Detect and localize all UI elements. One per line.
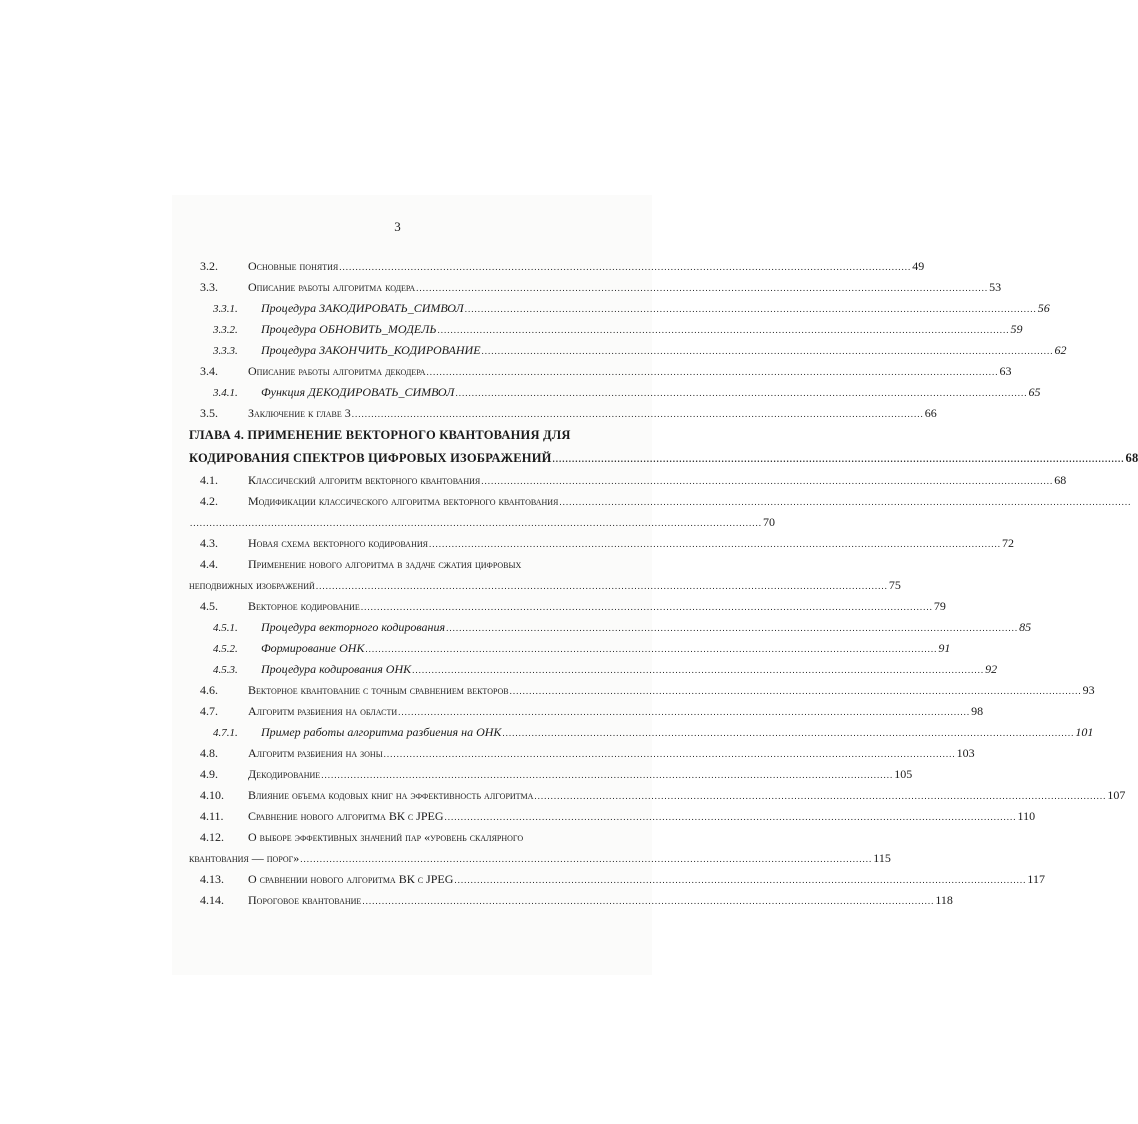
toc-entry-4-11[interactable] [189,806,1036,827]
leader-dots [446,618,1018,639]
toc-page: 98 [971,704,984,718]
leader-dots [300,849,872,870]
toc-number: 4.1. [200,473,218,487]
toc-number: 4.11. [200,809,224,823]
toc-number: 4.2. [200,494,218,508]
leader-dots [362,891,934,912]
leader-dots [437,320,1009,341]
toc-entry-3-3-2[interactable] [189,319,1023,340]
toc-entry-4-13[interactable] [189,869,1045,890]
toc-page: 103 [956,746,975,760]
toc-title: Векторное квантование с точным сравнением векторов [248,683,509,697]
toc-entry-3-4[interactable] [189,361,1012,382]
leader-dots [429,534,1001,555]
leader-dots [361,597,933,618]
toc-entry-4-8[interactable] [189,743,975,764]
toc-title: Описание работы алгоритма кодера [248,280,416,294]
toc-page: 91 [938,641,951,655]
toc-number: 4.4. [200,557,218,571]
chapter-title-cont: КОДИРОВАНИЯ СПЕКТРОВ ЦИФРОВЫХ ИЗОБРАЖЕНИЙ [189,451,552,465]
toc-title: Алгоритм разбиения на области [248,704,398,718]
toc-entry-4-5-3[interactable] [189,659,998,680]
toc-page: 63 [999,364,1012,378]
toc-entry-4-4-cont[interactable] [189,575,901,596]
toc-number: 3.3. [200,280,218,294]
toc-title: Применение нового алгоритма в задаче сжатия цифровых [248,557,522,571]
toc-entry-3-3-3[interactable] [189,340,1067,361]
toc-entry-3-2[interactable] [189,256,925,277]
leader-dots [455,383,1027,404]
toc-page: 105 [894,767,913,781]
toc-title: О выборе эффективных значений пар «уровень скалярного [248,830,524,844]
toc-entry-4-7-1[interactable] [189,722,1094,743]
toc-page: 49 [912,259,925,273]
toc-page: 85 [1019,620,1032,634]
leader-dots [482,341,1054,362]
leader-dots [339,257,911,278]
toc-page: 92 [985,662,998,676]
toc-title: Функция ДЕКОДИРОВАТЬ_СИМВОЛ [261,385,455,399]
toc-entry-4-4[interactable] [189,554,628,575]
toc-title-cont: неподвижных изображений [189,578,315,592]
toc-title: Влияние объема кодовых книг на эффективность алгоритма [248,788,534,802]
leader-dots [534,786,1106,807]
leader-dots [553,448,1125,471]
toc-number: 4.14. [200,893,224,907]
toc-title: Алгоритм разбиения на зоны [248,746,383,760]
leader-dots [465,299,1037,320]
toc-page: 53 [989,280,1002,294]
toc-title: Процедура векторного кодирования [261,620,446,634]
toc-page: 65 [1028,385,1041,399]
toc-entry-4-5[interactable] [189,596,946,617]
toc-entry-4-12[interactable] [189,827,628,848]
toc-page: 68 [1125,451,1138,465]
toc-page: 56 [1037,301,1050,315]
leader-dots [454,870,1026,891]
toc-page: 101 [1075,725,1094,739]
toc-page: 107 [1107,788,1126,802]
toc-entry-4-6[interactable] [189,680,1095,701]
toc-entry-3-3-1[interactable] [189,298,1050,319]
toc-title: О сравнении нового алгоритма ВК с JPEG [248,872,454,886]
toc-number: 4.5.2. [213,643,238,655]
chapter-4-heading-line1[interactable] [189,424,628,447]
toc-number: 4.12. [200,830,224,844]
toc-page: 115 [873,851,891,865]
leader-dots [559,492,1131,513]
toc-page: 70 [763,515,775,529]
toc-number: 4.7. [200,704,218,718]
leader-dots [416,278,988,299]
toc-number: 4.5.3. [213,664,238,676]
leader-dots [365,639,937,660]
toc-number: 4.5. [200,599,218,613]
leader-dots [412,660,984,681]
toc-page: 59 [1010,322,1023,336]
toc-title: Сравнение нового алгоритма ВК с JPEG [248,809,444,823]
leader-dots [384,744,956,765]
toc-page: 62 [1054,343,1067,357]
toc-title: Новая схема векторного кодирования [248,536,428,550]
toc-number: 4.7.1. [213,727,238,739]
leader-dots [321,765,893,786]
toc-title: Основные понятия [248,259,339,273]
toc-number: 4.5.1. [213,622,238,634]
toc-title: Векторное кодирование [248,599,360,613]
toc-entry-4-1[interactable] [189,470,1067,491]
toc-entry-4-2[interactable] [189,491,628,512]
chapter-title: ГЛАВА 4. ПРИМЕНЕНИЕ ВЕКТОРНОГО КВАНТОВАНИЯ ДЛЯ [189,428,571,442]
toc-page: 110 [1017,809,1036,823]
toc-title: Пороговое квантование [248,893,362,907]
table-of-contents [189,256,1138,911]
toc-title: Описание работы алгоритма декодера [248,364,426,378]
toc-number: 3.4. [200,364,218,378]
leader-dots [481,471,1053,492]
leader-dots [352,404,924,425]
toc-title: Процедура ЗАКОНЧИТЬ_КОДИРОВАНИЕ [261,343,481,357]
toc-number: 4.13. [200,872,224,886]
toc-title: Процедура ЗАКОДИРОВАТЬ_СИМВОЛ [261,301,464,315]
leader-dots [510,681,1082,702]
toc-page: 66 [924,406,937,420]
toc-title: Процедура ОБНОВИТЬ_МОДЕЛЬ [261,322,437,336]
toc-entry-4-12-cont[interactable] [189,848,891,869]
toc-entry-4-2-cont[interactable] [189,512,775,533]
toc-entry-4-5-2[interactable] [189,638,951,659]
toc-entry-4-14[interactable] [189,890,953,911]
toc-page: 79 [933,599,946,613]
toc-title: Классический алгоритм векторного квантования [248,473,481,487]
toc-page: 117 [1027,872,1045,886]
page-number: 3 [394,219,401,234]
toc-entry-4-5-1[interactable] [189,617,1032,638]
leader-dots [190,513,762,534]
toc-entry-4-7[interactable] [189,701,984,722]
toc-page: 75 [888,578,901,592]
toc-entry-3-5[interactable] [189,403,937,424]
toc-number: 4.8. [200,746,218,760]
toc-entry-4-3[interactable] [189,533,1014,554]
toc-number: 3.3.2. [213,324,238,336]
toc-title: Формирование ОНК [261,641,365,655]
leader-dots [445,807,1017,828]
toc-number: 3.3.1. [213,303,238,315]
toc-title: Пример работы алгоритма разбиения на ОНК [261,725,502,739]
leader-dots [316,576,888,597]
chapter-4-heading-line2[interactable] [189,447,1138,470]
toc-number: 4.10. [200,788,224,802]
toc-title: Процедура кодирования ОНК [261,662,412,676]
toc-number: 4.9. [200,767,218,781]
leader-dots [398,702,970,723]
toc-number: 4.3. [200,536,218,550]
toc-number: 4.6. [200,683,218,697]
toc-number: 3.4.1. [213,387,238,399]
leader-dots [502,723,1074,744]
toc-page: 118 [935,893,953,907]
toc-page: 68 [1054,473,1067,487]
toc-title: Декодирование [248,767,321,781]
toc-title-cont: квантования — порог» [189,851,300,865]
toc-page: 93 [1082,683,1095,697]
toc-title: Заключение к главе 3 [248,406,351,420]
toc-entry-4-10[interactable] [189,785,1126,806]
toc-entry-4-9[interactable] [189,764,913,785]
leader-dots [426,362,998,383]
toc-entry-3-4-1[interactable] [189,382,1041,403]
toc-title: Модификации классического алгоритма векторного квантования [248,494,559,508]
toc-number: 3.3.3. [213,345,238,357]
toc-number: 3.2. [200,259,218,273]
toc-entry-3-3[interactable] [189,277,1002,298]
toc-page: 72 [1001,536,1014,550]
toc-number: 3.5. [200,406,218,420]
